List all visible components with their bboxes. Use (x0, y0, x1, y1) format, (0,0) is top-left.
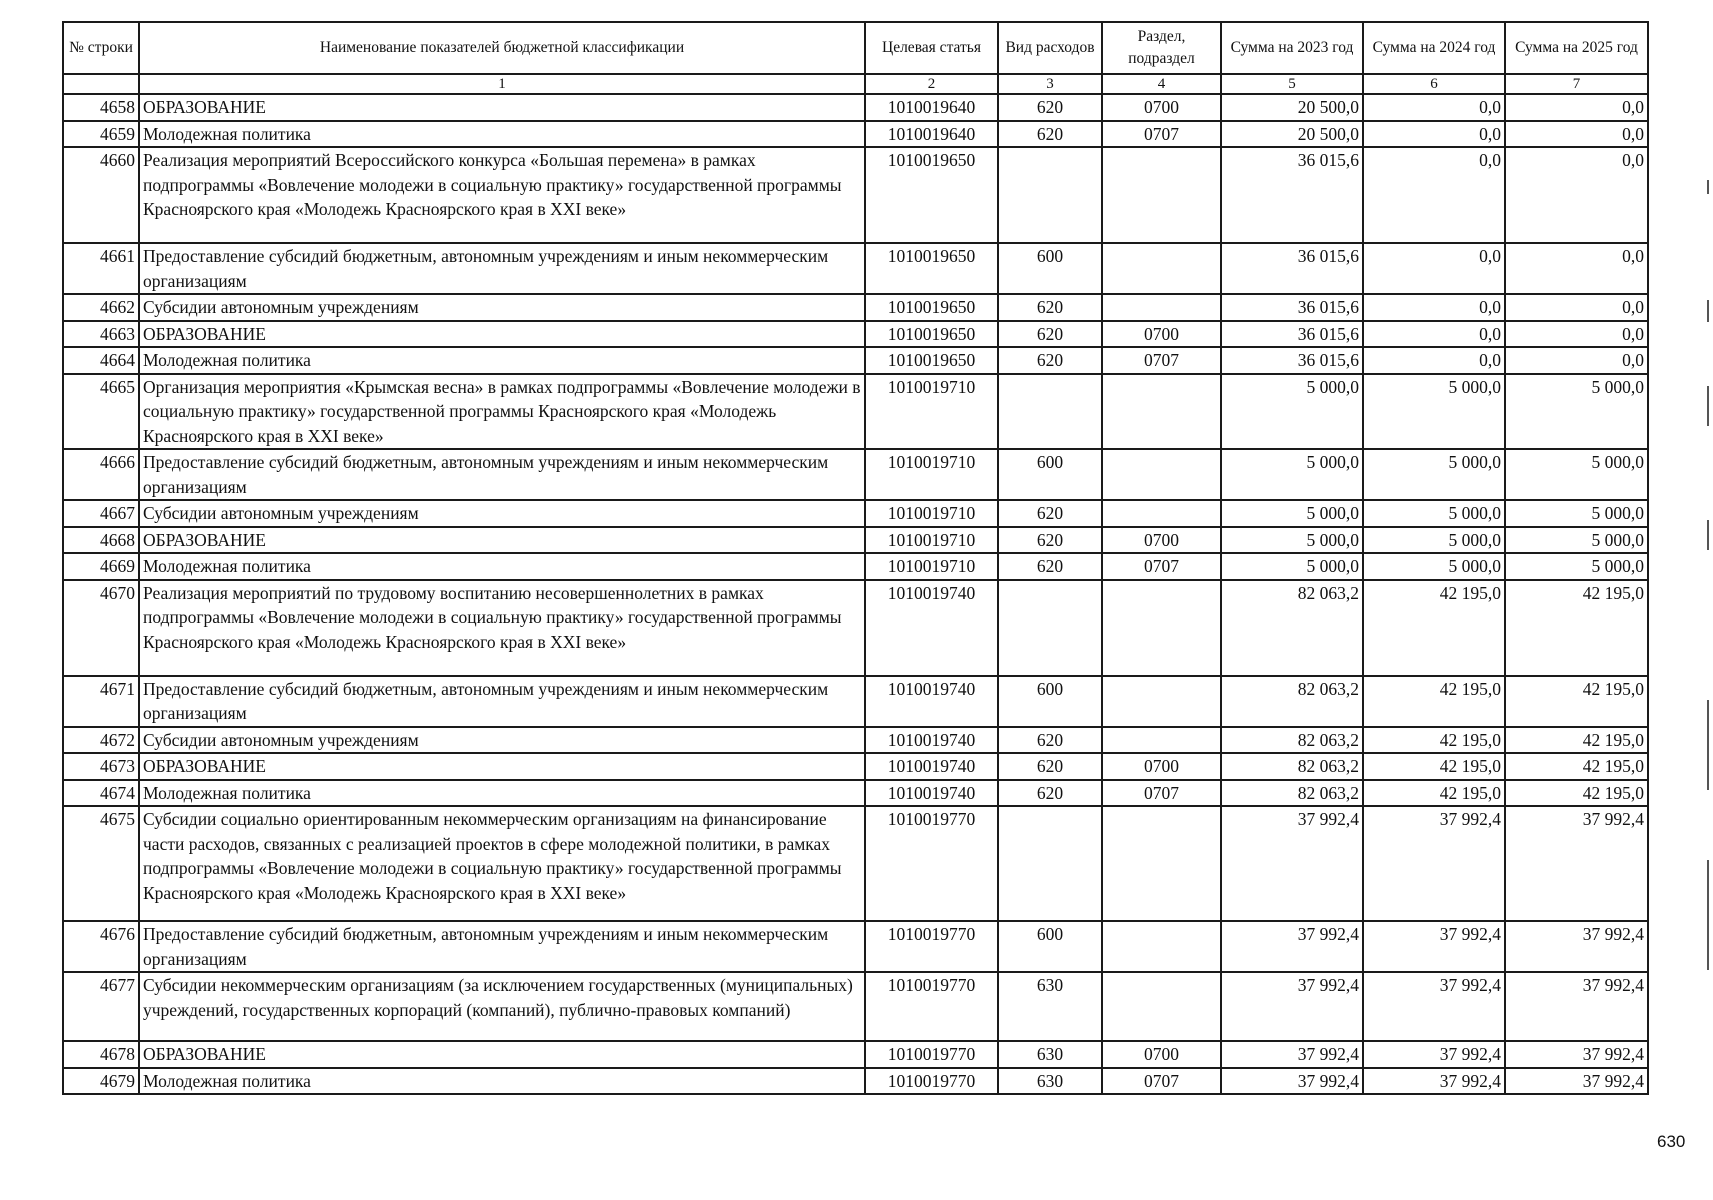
cell-expense-type (998, 580, 1102, 676)
cell-row-no: 4662 (63, 294, 139, 321)
cell-name: Молодежная политика (139, 553, 865, 580)
cell-target: 1010019650 (865, 243, 998, 294)
table-row (63, 374, 1648, 450)
page-number: 630 (1657, 1132, 1686, 1151)
cell-name: Предоставление субсидий бюджетным, автономным учреждениям и иным некоммерческим организациям (139, 449, 865, 500)
cell-expense-type: 630 (998, 1041, 1102, 1068)
table-row (63, 1068, 1648, 1095)
cell-sum-2023: 5 000,0 (1221, 374, 1363, 450)
cell-section (1102, 243, 1221, 294)
cell-sum-2025: 42 195,0 (1505, 580, 1648, 676)
cell-row-no: 4661 (63, 243, 139, 294)
cell-name: Молодежная политика (139, 1068, 865, 1095)
cell-expense-type: 620 (998, 321, 1102, 348)
cell-sum-2025: 37 992,4 (1505, 1041, 1648, 1068)
cell-sum-2025: 0,0 (1505, 94, 1648, 121)
cell-sum-2025: 37 992,4 (1505, 1068, 1648, 1095)
cell-name: Субсидии автономным учреждениям (139, 500, 865, 527)
cell-row-no: 4674 (63, 780, 139, 807)
cell-sum-2024: 0,0 (1363, 94, 1505, 121)
cell-sum-2024: 42 195,0 (1363, 780, 1505, 807)
table-row (63, 753, 1648, 780)
cell-target: 1010019770 (865, 1068, 998, 1095)
cell-sum-2023: 36 015,6 (1221, 294, 1363, 321)
cell-section (1102, 676, 1221, 727)
cell-name: Предоставление субсидий бюджетным, автономным учреждениям и иным некоммерческим организациям (139, 676, 865, 727)
cell-row-no: 4671 (63, 676, 139, 727)
table-row (63, 147, 1648, 243)
cell-section (1102, 500, 1221, 527)
cell-section: 0707 (1102, 553, 1221, 580)
cell-name: Предоставление субсидий бюджетным, автономным учреждениям и иным некоммерческим организациям (139, 921, 865, 972)
header-sum-2024: Сумма на 2024 год (1363, 22, 1505, 74)
cell-sum-2023: 82 063,2 (1221, 676, 1363, 727)
table-row (63, 94, 1648, 121)
header-sum-2025: Сумма на 2025 год (1505, 22, 1648, 74)
cell-expense-type: 620 (998, 527, 1102, 554)
cell-sum-2023: 20 500,0 (1221, 94, 1363, 121)
cell-sum-2025: 0,0 (1505, 243, 1648, 294)
cell-sum-2025: 37 992,4 (1505, 921, 1648, 972)
cell-row-no: 4668 (63, 527, 139, 554)
table-row (63, 727, 1648, 754)
cell-row-no: 4659 (63, 121, 139, 148)
cell-sum-2024: 5 000,0 (1363, 553, 1505, 580)
table-row (63, 500, 1648, 527)
cell-section: 0707 (1102, 780, 1221, 807)
cell-sum-2024: 0,0 (1363, 347, 1505, 374)
header-sum-2023: Сумма на 2023 год (1221, 22, 1363, 74)
cell-name: Организация мероприятия «Крымская весна» в рамках подпрограммы «Вовлечение молодежи в социальную практику» государственной программы Красноярского края «Молодежь Красноярского края в XXI веке» (139, 374, 865, 450)
cell-expense-type: 620 (998, 500, 1102, 527)
cell-sum-2023: 36 015,6 (1221, 147, 1363, 243)
cell-target: 1010019650 (865, 321, 998, 348)
cell-sum-2025: 42 195,0 (1505, 676, 1648, 727)
cell-sum-2024: 37 992,4 (1363, 1068, 1505, 1095)
cell-row-no: 4669 (63, 553, 139, 580)
cell-sum-2023: 37 992,4 (1221, 921, 1363, 972)
table-row (63, 580, 1648, 676)
cell-target: 1010019740 (865, 780, 998, 807)
cell-target: 1010019650 (865, 347, 998, 374)
cell-name: Реализация мероприятий по трудовому воспитанию несовершеннолетних в рамках подпрограммы «Вовлечение молодежи в социальную практику» государственной программы Красноярского края «Молодежь Красноярского края в XXI веке» (139, 580, 865, 676)
cell-expense-type: 600 (998, 449, 1102, 500)
cell-section (1102, 921, 1221, 972)
cell-sum-2023: 5 000,0 (1221, 500, 1363, 527)
cell-section (1102, 147, 1221, 243)
cell-target: 1010019740 (865, 580, 998, 676)
cell-name: ОБРАЗОВАНИЕ (139, 94, 865, 121)
cell-name: Субсидии некоммерческим организациям (за исключением государственных (муниципальных) учреждений, государственных корпораций (компаний), публично-правовых компаний) (139, 972, 865, 1041)
cell-sum-2023: 82 063,2 (1221, 580, 1363, 676)
cell-expense-type: 620 (998, 553, 1102, 580)
cell-row-no: 4677 (63, 972, 139, 1041)
column-index: 7 (1505, 74, 1648, 94)
cell-row-no: 4670 (63, 580, 139, 676)
cell-sum-2023: 36 015,6 (1221, 347, 1363, 374)
cell-target: 1010019710 (865, 500, 998, 527)
table-row (63, 553, 1648, 580)
cell-name: Субсидии социально ориентированным некоммерческим организациям на финансирование части расходов, связанных с реализацией проектов в сфере молодежной политики, в рамках подпрограммы «Вовлечение молодежи в социальную практику» государственной программы Красноярского края «Молодежь Красноярского края в XXI веке» (139, 806, 865, 921)
cell-section: 0707 (1102, 121, 1221, 148)
table-row (63, 921, 1648, 972)
cell-row-no: 4673 (63, 753, 139, 780)
scan-mark (1707, 300, 1709, 322)
cell-sum-2024: 5 000,0 (1363, 527, 1505, 554)
cell-name: Молодежная политика (139, 347, 865, 374)
cell-section: 0707 (1102, 1068, 1221, 1095)
cell-expense-type: 600 (998, 243, 1102, 294)
table-row (63, 676, 1648, 727)
cell-sum-2025: 0,0 (1505, 294, 1648, 321)
column-index: 4 (1102, 74, 1221, 94)
cell-expense-type: 620 (998, 780, 1102, 807)
cell-row-no: 4676 (63, 921, 139, 972)
cell-section (1102, 727, 1221, 754)
cell-sum-2024: 5 000,0 (1363, 449, 1505, 500)
cell-target: 1010019640 (865, 121, 998, 148)
cell-expense-type: 630 (998, 1068, 1102, 1095)
cell-row-no: 4663 (63, 321, 139, 348)
cell-row-no: 4667 (63, 500, 139, 527)
cell-expense-type: 620 (998, 94, 1102, 121)
cell-sum-2025: 42 195,0 (1505, 727, 1648, 754)
cell-sum-2024: 37 992,4 (1363, 806, 1505, 921)
scan-mark (1707, 860, 1709, 970)
cell-expense-type: 630 (998, 972, 1102, 1041)
cell-name: ОБРАЗОВАНИЕ (139, 527, 865, 554)
cell-sum-2025: 0,0 (1505, 321, 1648, 348)
cell-sum-2024: 0,0 (1363, 321, 1505, 348)
cell-section (1102, 294, 1221, 321)
cell-name: ОБРАЗОВАНИЕ (139, 1041, 865, 1068)
cell-expense-type (998, 147, 1102, 243)
cell-row-no: 4678 (63, 1041, 139, 1068)
table-row (63, 294, 1648, 321)
cell-sum-2025: 5 000,0 (1505, 500, 1648, 527)
table-row (63, 527, 1648, 554)
cell-section (1102, 580, 1221, 676)
column-index: 5 (1221, 74, 1363, 94)
scan-mark (1707, 520, 1709, 550)
cell-sum-2024: 5 000,0 (1363, 500, 1505, 527)
cell-target: 1010019710 (865, 553, 998, 580)
cell-sum-2023: 82 063,2 (1221, 753, 1363, 780)
cell-sum-2025: 42 195,0 (1505, 753, 1648, 780)
cell-sum-2024: 37 992,4 (1363, 921, 1505, 972)
cell-target: 1010019740 (865, 753, 998, 780)
cell-sum-2023: 37 992,4 (1221, 806, 1363, 921)
cell-target: 1010019770 (865, 921, 998, 972)
cell-sum-2023: 5 000,0 (1221, 449, 1363, 500)
cell-sum-2025: 37 992,4 (1505, 806, 1648, 921)
cell-sum-2025: 0,0 (1505, 121, 1648, 148)
cell-target: 1010019650 (865, 294, 998, 321)
cell-sum-2025: 5 000,0 (1505, 374, 1648, 450)
table-body (63, 94, 1648, 1094)
cell-section (1102, 374, 1221, 450)
budget-sheet (62, 21, 1647, 1095)
column-index (63, 74, 139, 94)
header-row-no: № строки (63, 22, 139, 74)
cell-expense-type: 620 (998, 294, 1102, 321)
cell-section: 0700 (1102, 321, 1221, 348)
cell-expense-type: 620 (998, 753, 1102, 780)
cell-target: 1010019740 (865, 727, 998, 754)
cell-sum-2024: 0,0 (1363, 243, 1505, 294)
cell-sum-2023: 36 015,6 (1221, 321, 1363, 348)
cell-expense-type: 620 (998, 727, 1102, 754)
cell-row-no: 4658 (63, 94, 139, 121)
cell-section: 0707 (1102, 347, 1221, 374)
cell-name: Предоставление субсидий бюджетным, автономным учреждениям и иным некоммерческим организациям (139, 243, 865, 294)
scan-edge-marks (1707, 0, 1711, 1200)
table-row (63, 972, 1648, 1041)
cell-row-no: 4665 (63, 374, 139, 450)
column-index: 6 (1363, 74, 1505, 94)
cell-name: Субсидии автономным учреждениям (139, 294, 865, 321)
cell-target: 1010019770 (865, 806, 998, 921)
cell-name: ОБРАЗОВАНИЕ (139, 321, 865, 348)
cell-expense-type (998, 374, 1102, 450)
cell-sum-2024: 42 195,0 (1363, 580, 1505, 676)
cell-sum-2025: 5 000,0 (1505, 527, 1648, 554)
header-expense-type: Вид расходов (998, 22, 1102, 74)
cell-expense-type (998, 806, 1102, 921)
cell-target: 1010019650 (865, 147, 998, 243)
cell-sum-2023: 37 992,4 (1221, 1041, 1363, 1068)
cell-target: 1010019740 (865, 676, 998, 727)
cell-expense-type: 620 (998, 347, 1102, 374)
cell-section (1102, 806, 1221, 921)
cell-sum-2025: 37 992,4 (1505, 972, 1648, 1041)
cell-name: Молодежная политика (139, 121, 865, 148)
cell-sum-2024: 5 000,0 (1363, 374, 1505, 450)
cell-expense-type: 600 (998, 921, 1102, 972)
cell-target: 1010019710 (865, 374, 998, 450)
cell-sum-2025: 5 000,0 (1505, 553, 1648, 580)
table-row (63, 121, 1648, 148)
cell-expense-type: 600 (998, 676, 1102, 727)
cell-name: Молодежная политика (139, 780, 865, 807)
table-row (63, 1041, 1648, 1068)
cell-target: 1010019770 (865, 972, 998, 1041)
budget-table (62, 21, 1649, 1095)
cell-sum-2023: 20 500,0 (1221, 121, 1363, 148)
table-row (63, 780, 1648, 807)
cell-sum-2023: 5 000,0 (1221, 553, 1363, 580)
scan-mark (1707, 386, 1709, 426)
column-index: 3 (998, 74, 1102, 94)
header-row (63, 22, 1648, 74)
cell-expense-type: 620 (998, 121, 1102, 148)
cell-sum-2025: 0,0 (1505, 147, 1648, 243)
cell-name: ОБРАЗОВАНИЕ (139, 753, 865, 780)
cell-sum-2024: 0,0 (1363, 294, 1505, 321)
cell-target: 1010019710 (865, 527, 998, 554)
scan-mark (1707, 180, 1709, 194)
cell-sum-2023: 5 000,0 (1221, 527, 1363, 554)
column-index-row (63, 74, 1648, 94)
table-row (63, 347, 1648, 374)
cell-name: Реализация мероприятий Всероссийского конкурса «Большая перемена» в рамках подпрограммы «Вовлечение молодежи в социальную практику» государственной программы Красноярского края «Молодежь Красноярского края в XXI веке» (139, 147, 865, 243)
cell-section: 0700 (1102, 94, 1221, 121)
cell-row-no: 4666 (63, 449, 139, 500)
cell-row-no: 4660 (63, 147, 139, 243)
cell-sum-2023: 37 992,4 (1221, 972, 1363, 1041)
cell-sum-2024: 42 195,0 (1363, 676, 1505, 727)
header-section: Раздел, подраздел (1102, 22, 1221, 74)
cell-target: 1010019770 (865, 1041, 998, 1068)
cell-sum-2023: 36 015,6 (1221, 243, 1363, 294)
cell-row-no: 4679 (63, 1068, 139, 1095)
table-row (63, 321, 1648, 348)
cell-target: 1010019710 (865, 449, 998, 500)
table-row (63, 243, 1648, 294)
cell-target: 1010019640 (865, 94, 998, 121)
column-index: 1 (139, 74, 865, 94)
header-name: Наименование показателей бюджетной классификации (139, 22, 865, 74)
cell-row-no: 4672 (63, 727, 139, 754)
cell-sum-2025: 42 195,0 (1505, 780, 1648, 807)
cell-row-no: 4664 (63, 347, 139, 374)
cell-sum-2023: 82 063,2 (1221, 727, 1363, 754)
cell-section: 0700 (1102, 527, 1221, 554)
cell-sum-2024: 0,0 (1363, 147, 1505, 243)
cell-name: Субсидии автономным учреждениям (139, 727, 865, 754)
table-row (63, 806, 1648, 921)
cell-section (1102, 972, 1221, 1041)
cell-section: 0700 (1102, 1041, 1221, 1068)
cell-sum-2024: 42 195,0 (1363, 727, 1505, 754)
cell-sum-2025: 0,0 (1505, 347, 1648, 374)
cell-sum-2024: 37 992,4 (1363, 972, 1505, 1041)
cell-row-no: 4675 (63, 806, 139, 921)
cell-sum-2024: 0,0 (1363, 121, 1505, 148)
cell-sum-2024: 42 195,0 (1363, 753, 1505, 780)
cell-sum-2024: 37 992,4 (1363, 1041, 1505, 1068)
cell-sum-2023: 82 063,2 (1221, 780, 1363, 807)
scan-mark (1707, 700, 1709, 790)
table-row (63, 449, 1648, 500)
cell-sum-2023: 37 992,4 (1221, 1068, 1363, 1095)
cell-section (1102, 449, 1221, 500)
column-index: 2 (865, 74, 998, 94)
cell-sum-2025: 5 000,0 (1505, 449, 1648, 500)
header-target: Целевая статья (865, 22, 998, 74)
cell-section: 0700 (1102, 753, 1221, 780)
